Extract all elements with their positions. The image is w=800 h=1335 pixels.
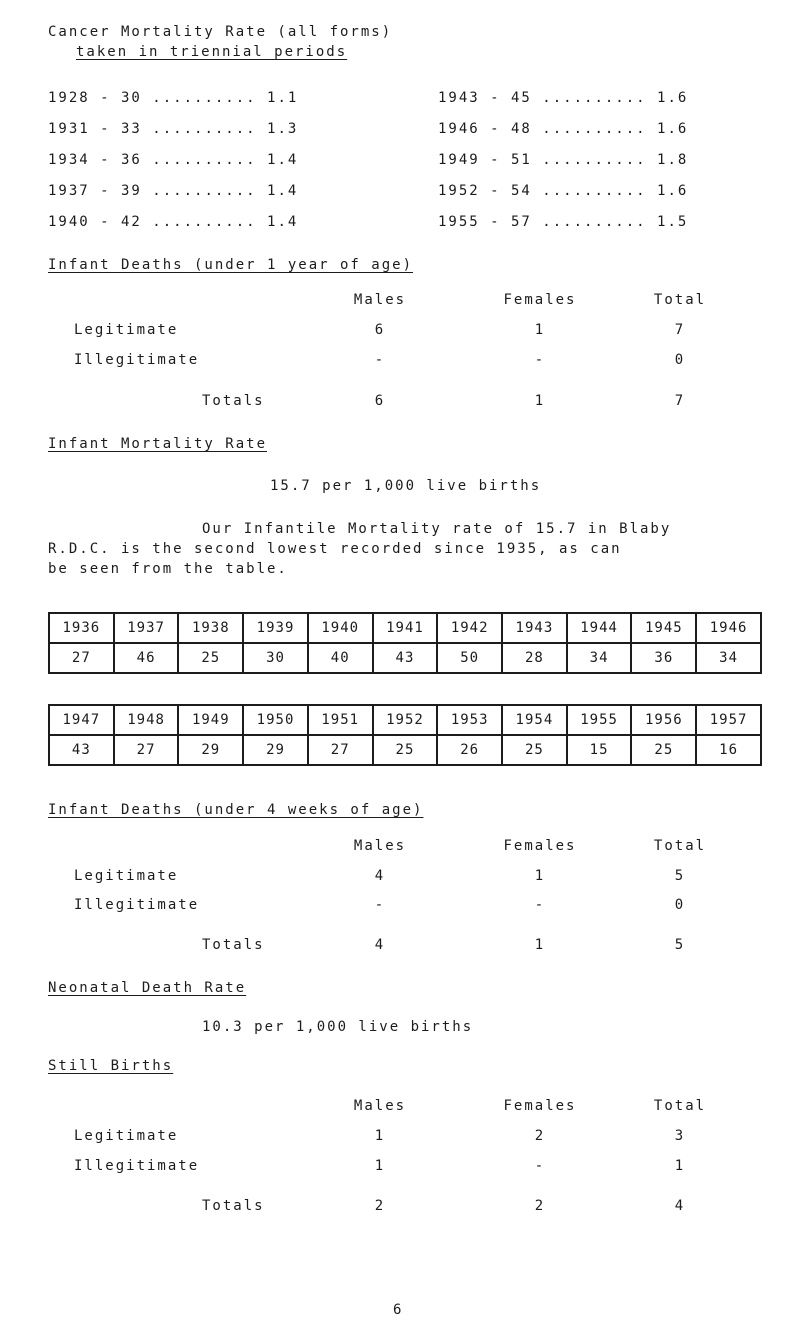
- paragraph-line: R.D.C. is the second lowest recorded since 1935, as can: [48, 541, 622, 557]
- value-cell: 29: [243, 735, 308, 765]
- year-cell: 1944: [567, 613, 632, 643]
- header-females: Females: [503, 292, 577, 308]
- year-cell: 1952: [373, 705, 438, 735]
- table-row: [49, 613, 761, 643]
- year-table-1947-1957: [48, 704, 762, 766]
- year-cell: 1942: [437, 613, 502, 643]
- year-cell: 1939: [243, 613, 308, 643]
- year-cell: 1956: [631, 705, 696, 735]
- cell-total: 5: [674, 868, 686, 884]
- value-cell: 25: [502, 735, 567, 765]
- row-label: Illegitimate: [74, 1158, 200, 1174]
- value-cell: 29: [178, 735, 243, 765]
- row-label: Totals: [202, 393, 265, 409]
- table-row: [49, 705, 761, 735]
- value-cell: 27: [49, 643, 114, 673]
- cancer-row: 1940 - 42 .......... 1.4: [48, 214, 299, 230]
- header-males: Males: [353, 838, 407, 854]
- year-cell: 1949: [178, 705, 243, 735]
- infant-mortality-rate: 15.7 per 1,000 live births: [270, 478, 542, 494]
- year-cell: 1938: [178, 613, 243, 643]
- row-label: Legitimate: [74, 322, 179, 338]
- value-cell: 25: [631, 735, 696, 765]
- page-number: 6: [393, 1302, 404, 1318]
- cell-males: 6: [374, 393, 386, 409]
- cell-males: 1: [374, 1158, 386, 1174]
- year-cell: 1957: [696, 705, 761, 735]
- value-cell: 27: [308, 735, 373, 765]
- value-cell: 16: [696, 735, 761, 765]
- infant-deaths-4w-title: Infant Deaths (under 4 weeks of age): [48, 802, 424, 818]
- row-label: Totals: [202, 937, 265, 953]
- neonatal-title: Neonatal Death Rate: [48, 980, 247, 996]
- cancer-row: 1946 - 48 .......... 1.6: [438, 121, 689, 137]
- cell-males: -: [374, 897, 386, 913]
- year-cell: 1946: [696, 613, 761, 643]
- cell-total: 5: [674, 937, 686, 953]
- value-cell: 27: [114, 735, 179, 765]
- cancer-row: 1934 - 36 .......... 1.4: [48, 152, 299, 168]
- header-females: Females: [503, 1098, 577, 1114]
- cell-males: -: [374, 352, 386, 368]
- value-cell: 36: [631, 643, 696, 673]
- cancer-row: 1943 - 45 .......... 1.6: [438, 90, 689, 106]
- cancer-title: Cancer Mortality Rate (all forms): [48, 24, 393, 40]
- value-cell: 30: [243, 643, 308, 673]
- cell-males: 6: [374, 322, 386, 338]
- cell-females: 2: [534, 1198, 546, 1214]
- value-cell: 46: [114, 643, 179, 673]
- header-total: Total: [653, 1098, 707, 1114]
- cell-total: 1: [674, 1158, 686, 1174]
- year-cell: 1936: [49, 613, 114, 643]
- value-cell: 25: [373, 735, 438, 765]
- year-cell: 1945: [631, 613, 696, 643]
- cancer-row: 1952 - 54 .......... 1.6: [438, 183, 689, 199]
- infant-mortality-title: Infant Mortality Rate: [48, 436, 268, 452]
- year-cell: 1953: [437, 705, 502, 735]
- cell-males: 4: [374, 937, 386, 953]
- table-row: [49, 643, 761, 673]
- value-cell: 34: [696, 643, 761, 673]
- year-cell: 1947: [49, 705, 114, 735]
- cell-total: 7: [674, 322, 686, 338]
- table-row: [49, 735, 761, 765]
- cancer-row: 1937 - 39 .......... 1.4: [48, 183, 299, 199]
- row-label: Legitimate: [74, 1128, 179, 1144]
- cancer-row: 1949 - 51 .......... 1.8: [438, 152, 689, 168]
- value-cell: 26: [437, 735, 502, 765]
- cell-males: 2: [374, 1198, 386, 1214]
- cancer-row: 1955 - 57 .......... 1.5: [438, 214, 689, 230]
- year-table-1936-1946: [48, 612, 762, 674]
- header-total: Total: [653, 292, 707, 308]
- year-cell: 1940: [308, 613, 373, 643]
- row-label: Totals: [202, 1198, 265, 1214]
- cell-females: 1: [534, 322, 546, 338]
- infant-deaths-title: Infant Deaths (under 1 year of age): [48, 257, 414, 273]
- cell-females: 1: [534, 937, 546, 953]
- value-cell: 50: [437, 643, 502, 673]
- cell-males: 4: [374, 868, 386, 884]
- year-cell: 1941: [373, 613, 438, 643]
- year-cell: 1950: [243, 705, 308, 735]
- year-cell: 1951: [308, 705, 373, 735]
- cell-females: 1: [534, 868, 546, 884]
- header-females: Females: [503, 838, 577, 854]
- value-cell: 15: [567, 735, 632, 765]
- cell-total: 0: [674, 352, 686, 368]
- cell-total: 7: [674, 393, 686, 409]
- value-cell: 40: [308, 643, 373, 673]
- cell-females: -: [534, 897, 546, 913]
- year-cell: 1948: [114, 705, 179, 735]
- cancer-row: 1931 - 33 .......... 1.3: [48, 121, 299, 137]
- year-cell: 1937: [114, 613, 179, 643]
- still-births-title: Still Births: [48, 1058, 174, 1074]
- neonatal-rate: 10.3 per 1,000 live births: [202, 1019, 474, 1035]
- cell-females: 1: [534, 393, 546, 409]
- paragraph-line: be seen from the table.: [48, 561, 288, 577]
- cell-total: 0: [674, 897, 686, 913]
- value-cell: 43: [373, 643, 438, 673]
- cancer-subtitle: taken in triennial periods: [76, 44, 348, 60]
- cell-females: -: [534, 352, 546, 368]
- year-cell: 1943: [502, 613, 567, 643]
- value-cell: 25: [178, 643, 243, 673]
- year-cell: 1954: [502, 705, 567, 735]
- paragraph-line: Our Infantile Mortality rate of 15.7 in Blaby: [202, 521, 672, 537]
- header-total: Total: [653, 838, 707, 854]
- year-cell: 1955: [567, 705, 632, 735]
- row-label: Legitimate: [74, 868, 179, 884]
- cell-total: 3: [674, 1128, 686, 1144]
- value-cell: 43: [49, 735, 114, 765]
- cancer-row: 1928 - 30 .......... 1.1: [48, 90, 299, 106]
- value-cell: 28: [502, 643, 567, 673]
- cell-total: 4: [674, 1198, 686, 1214]
- cell-females: 2: [534, 1128, 546, 1144]
- cell-females: -: [534, 1158, 546, 1174]
- value-cell: 34: [567, 643, 632, 673]
- row-label: Illegitimate: [74, 897, 200, 913]
- header-males: Males: [353, 1098, 407, 1114]
- row-label: Illegitimate: [74, 352, 200, 368]
- cell-males: 1: [374, 1128, 386, 1144]
- header-males: Males: [353, 292, 407, 308]
